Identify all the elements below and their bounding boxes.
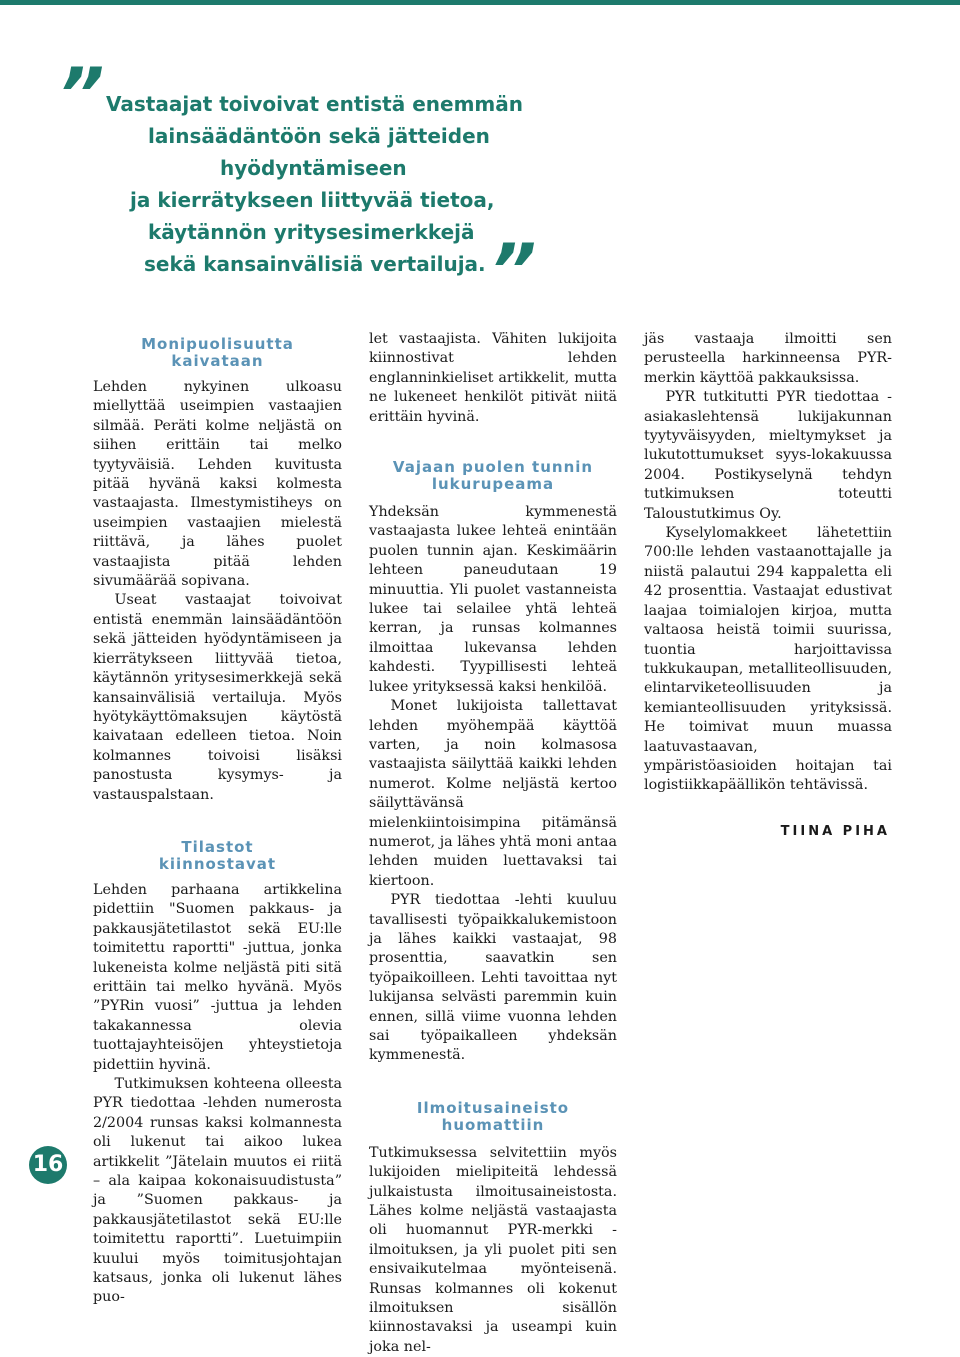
paragraph: Tutkimuksessa selvitettiin myös lukijoiden mielipiteitä lehdessä julkaistusta ilmoitusaineistosta. Lähes kolme neljästä vastaajasta oli huomannut PYR-merkki -ilmoituksen, ja yli puolet piti sen ensivaikutelmaa myönteisenä. Runsas kolmannes oli kokenut ilmoituksen sisällön kiinnostavaksi ja useampi kuin joka nel- (369, 1144, 617, 1355)
pull-quote-line: hyödyntämiseen (220, 156, 407, 180)
paragraph: PYR tutkitutti PYR tiedottaa -asiakaslehtensä lukijakunnan tyytyväisyyden, mieltymykset ja lukutottumukset syys-lokakuussa 2004. Postikyselynä tehdyn tutkimuksen toteutti Taloustutkimus Oy. (644, 389, 892, 522)
subheading: Vajaan puolen tunnin lukurupeama (392, 458, 594, 494)
paragraph: Lehden nykyinen ulkoasu miellyttää useimpien vastaajien silmää. Peräti kolme neljästä on siihen erittäin tai melko tyytyväisiä. Lehden kuvitusta pitää hyvänä kaksi kolmesta vastaajasta. Ilmestymistiheys on useimpien vastaajien mielestä riittävä, ja lähes puolet vastaajista pitää lehden sivumäärää sopivana. (93, 379, 342, 590)
author-byline: TIINA PIHA (780, 823, 890, 839)
article-column-1 (93, 330, 342, 1308)
article-column-3 (644, 330, 892, 841)
page-number: 16 (29, 1146, 67, 1184)
subheading: Ilmoitusaineisto huomattiin (416, 1098, 570, 1134)
paragraph: Yhdeksän kymmenestä vastaajasta lukee lehteä enintään puolen tunnin ajan. Keskimäärin lehteen paneudutaan 19 minuuttia. Yli puolet vastanneista lukee tai selailee yhtä lehteä kerran, ja runsas kolmannes ilmoittaa lukevansa lehden kahdesti. Tyypillisesti lehteä lukee yrityksessä kaksi henkilöä. (369, 504, 617, 695)
subheading: Tilastot kiinnostavat (158, 837, 277, 873)
pull-quote-line: Vastaajat toivoivat entistä enemmän (106, 92, 523, 116)
close-quote-mark: ” (490, 228, 537, 312)
pull-quote-line: ja kierrätykseen liittyvää tietoa, (130, 188, 495, 212)
paragraph: Monet lukijoista tallettavat lehden myöhempää käyttöä varten, ja noin kolmasosa vastaajista säilyttää kaikki lehden numerot. Kolme neljästä kertoo säilyttävänsä mielenkiintoisimpina pitämänsä numerot, ja lähes yhtä moni antaa lehden muiden luettavaksi tai kiertoon. (369, 698, 617, 889)
article-column-2 (369, 330, 617, 1357)
pull-quote-line: sekä kansainvälisiä vertailuja. (144, 252, 486, 276)
paragraph: Lehden parhaana artikkelina pidettiin "Suomen pakkaus- ja pakkausjätetilastot sekä EU:lle toimitettu raportti" -juttua, jonka lukeneista kolme neljästä piti sitä erittäin tai melko hyvänä. Myös ”PYRin vuosi” -juttua ja lehden takakannessa olevia tuottajayhteisöjen yhteystietoja pidettiin hyvinä. (93, 881, 342, 1073)
paragraph: Tutkimuksen kohteena olleesta PYR tiedottaa -lehden numerosta 2/2004 runsas kaksi kolmannesta oli lukenut tai aikoo lukea artikkelit ”Jätelain muutos ei riitä – ala kaipaa kokonaisuudistusta” ja ”Suomen pakkaus- ja pakkausjätetilastot sekä EU:lle toimitettu raportti”. Luetuimpiin kuului myös toimitusjohtajan katsaus, jonka oli lukenut lähes puo- (93, 1076, 342, 1306)
open-quote-mark: ” (58, 52, 105, 136)
paragraph: let vastaajista. Vähiten lukijoita kiinnostivat lehden englanninkieliset artikkelit, mutta ne lukeneet henkilöt pitivät niitä erittäin hyvinä. (369, 331, 617, 425)
paragraph: PYR tiedottaa -lehti kuuluu tavallisesti työpaikkalukemistoon ja lähes kaikki vastaajat, 98 prosenttia, saavatkin sen työpaikoilleen. Lehti tavoittaa nyt lukijansa selvästi paremmin kuin ennen, sillä viime vuonna lehden sai työpaikalleen yhdeksän kymmenestä. (369, 892, 617, 1064)
pull-quote-line: lainsäädäntöön sekä jätteiden (148, 124, 490, 148)
top-accent-bar (0, 0, 960, 5)
paragraph: Kyselylomakkeet lähetettiin 700:lle lehden vastaanottajalle ja niistä palautui 294 kappaletta eli 42 prosenttia. Vastaajat edustivat laajaa toimialojen kirjoa, mutta valtaosa heistä toimii suurissa, tuontia harjoittavissa tukkukaupan, metalliteollisuuden, elintarviketeollisuuden ja kemianteollisuuden yrityksissä. He toimivat muun muassa laatuvastaavan, ympäristöasioiden hoitajan tai logistiikkapäällikön tehtävissä. (644, 525, 892, 794)
subheading: Monipuolisuutta kaivataan (141, 335, 294, 370)
pull-quote-line: käytännön yritysesimerkkejä (148, 220, 475, 244)
paragraph: Useat vastaajat toivoivat entistä enemmän lainsäädäntöön sekä jätteiden hyödyntämiseen ja kierrätykseen liittyvää tietoa, käytännön yritysesimerkkejä sekä kansainvälisiä vertailuja. Myös hyötykäyttömaksujen käytöstä kaivataan edelleen tietoa. Noin kolmannes toivoisi lisäksi panostusta kysymys- ja vastauspalstaan. (93, 592, 342, 803)
paragraph: jäs vastaaja ilmoitti sen perusteella harkinneensa PYR-merkin käyttöä pakkauksissa. (644, 331, 892, 386)
